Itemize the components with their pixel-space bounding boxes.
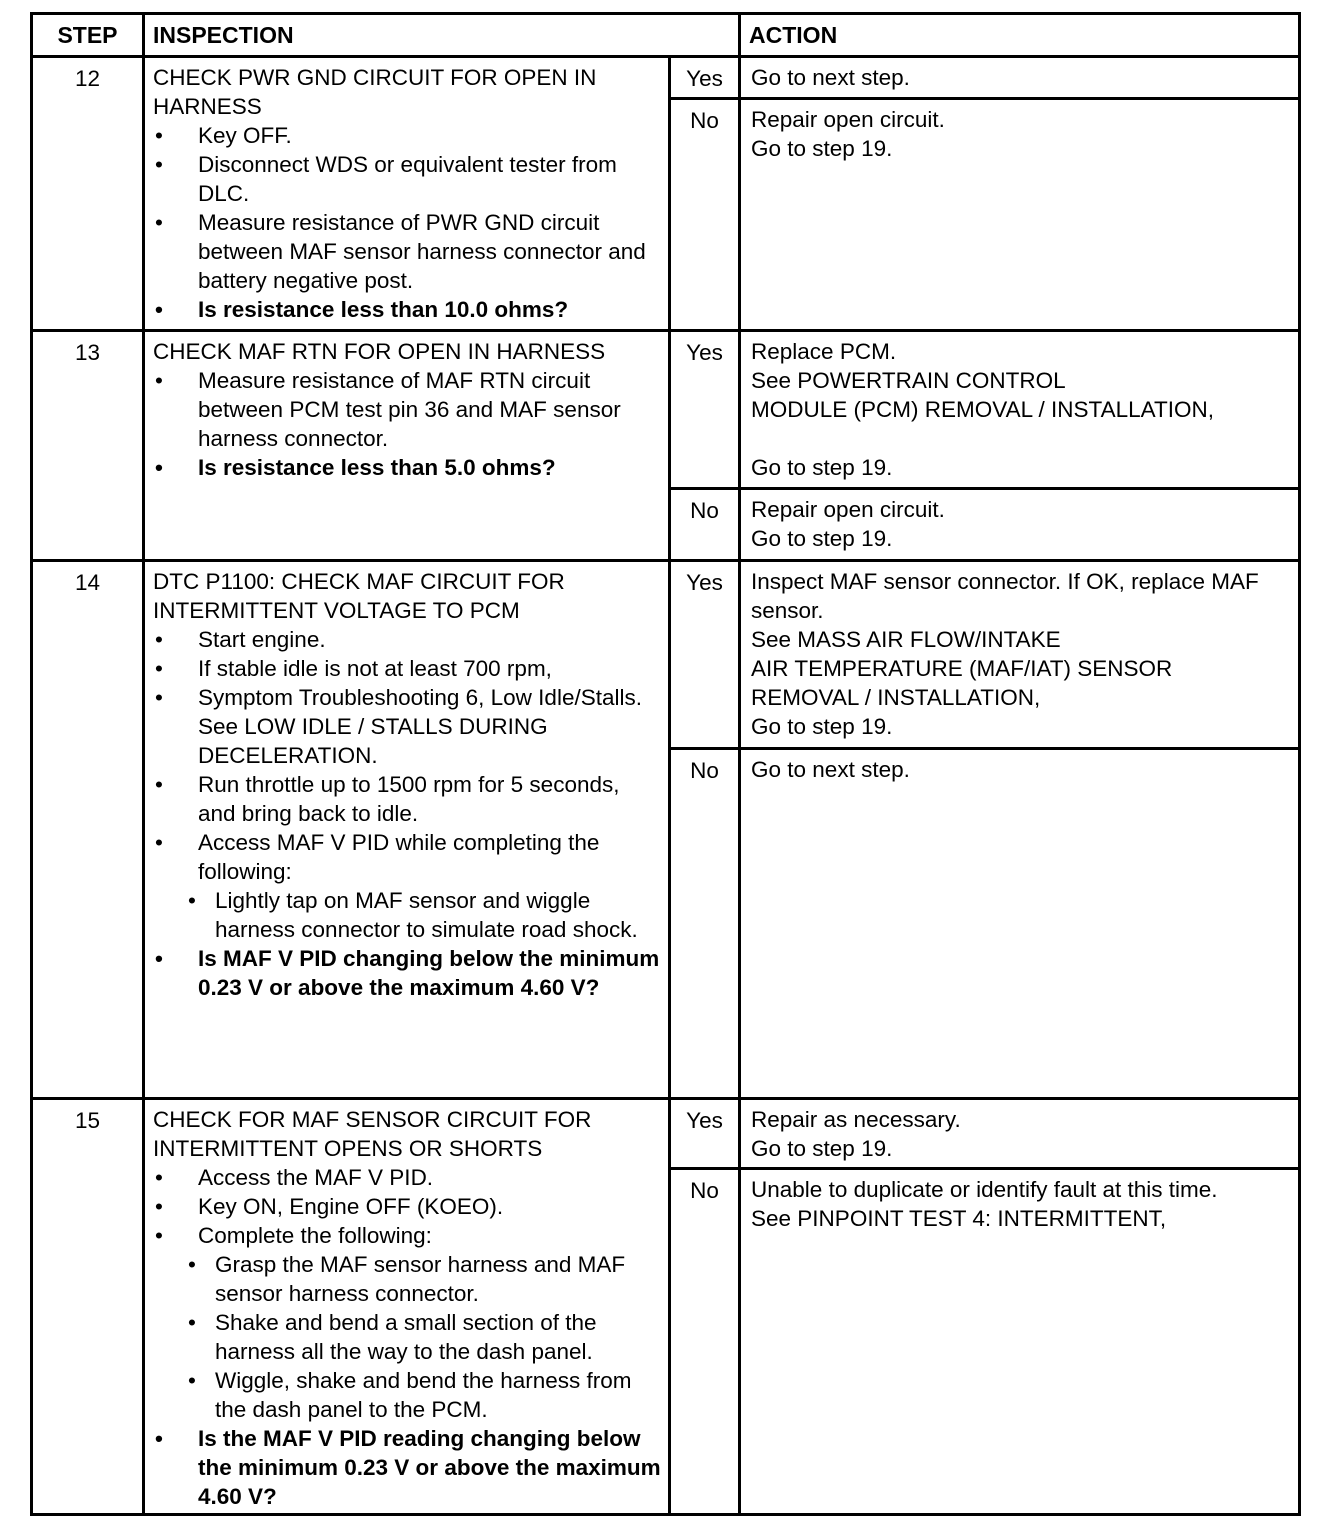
bullet-item: • Run throttle up to 1500 rpm for 5 seconds, and bring back to idle. — [153, 770, 662, 828]
sub-bullet-item: • Lightly tap on MAF sensor and wiggle harness connector to simulate road shock. — [184, 886, 662, 944]
action-line: See MASS AIR FLOW/INTAKE — [751, 627, 1061, 652]
inspection-bullets — [153, 1163, 662, 1511]
sub-bullets — [184, 1250, 662, 1424]
no-label: No — [670, 489, 740, 561]
header-inspection: INSPECTION — [144, 14, 740, 57]
inspection-question: • Is MAF V PID changing below the minimum 0.23 V or above the maximum 4.60 V? — [153, 944, 662, 1002]
inspection-question: • Is resistance less than 5.0 ohms? — [153, 453, 662, 482]
no-action — [740, 489, 1300, 561]
sub-bullets — [184, 886, 662, 944]
yes-action — [740, 331, 1300, 489]
no-label: No — [670, 749, 740, 1099]
bullet-text: Symptom Troubleshooting 6, Low Idle/Stalls. — [198, 685, 642, 710]
bullet-item: • Access the MAF V PID. — [153, 1163, 662, 1192]
bullet-item: • Measure resistance of PWR GND circuit between MAF sensor harness connector and battery negative post. — [153, 208, 662, 295]
action-line: Go to step 19. — [751, 714, 893, 739]
bullet-item — [153, 828, 662, 944]
step-15-inspection — [144, 1099, 670, 1515]
action-line: Repair as necessary. — [751, 1107, 961, 1132]
bullet-item: • Key ON, Engine OFF (KOEO). — [153, 1192, 662, 1221]
action-line: Unable to duplicate or identify fault at this time. — [751, 1177, 1218, 1202]
no-label: No — [670, 1169, 740, 1515]
action-line: Go to step 19. — [751, 526, 893, 551]
inspection-bullets — [153, 121, 662, 324]
bullet-text: Complete the following: — [198, 1223, 432, 1248]
bullet-item: • Measure resistance of MAF RTN circuit between PCM test pin 36 and MAF sensor harness connector. — [153, 366, 662, 453]
yes-action — [740, 1099, 1300, 1169]
header-step: STEP — [32, 14, 144, 57]
bullet-item: • If stable idle is not at least 700 rpm, — [153, 654, 662, 683]
yes-label: Yes — [670, 1099, 740, 1169]
no-action — [740, 1169, 1300, 1515]
action-line: Go to step 19. — [751, 136, 893, 161]
action-line: Repair open circuit. — [751, 107, 945, 132]
step-12-inspection — [144, 57, 670, 331]
action-line: See PINPOINT TEST 4: INTERMITTENT, — [751, 1206, 1167, 1231]
see-reference: See LOW IDLE / STALLS DURING DECELERATION. — [198, 714, 548, 768]
yes-action — [740, 561, 1300, 749]
action-line: Go to next step. — [751, 757, 910, 782]
bullet-item: • Start engine. — [153, 625, 662, 654]
action-line: Go to next step. — [751, 65, 910, 90]
sub-bullet-item: • Wiggle, shake and bend the harness from the dash panel to the PCM. — [184, 1366, 662, 1424]
inspection-title: CHECK MAF RTN FOR OPEN IN HARNESS — [153, 339, 606, 364]
step-15-yes-row — [32, 1099, 1300, 1169]
inspection-bullets — [153, 625, 662, 1002]
inspection-title: CHECK FOR MAF SENSOR CIRCUIT FOR INTERMITTENT OPENS OR SHORTS — [153, 1107, 592, 1161]
inspection-title: CHECK PWR GND CIRCUIT FOR OPEN IN HARNESS — [153, 65, 597, 119]
action-line: MODULE (PCM) REMOVAL / INSTALLATION, — [751, 397, 1214, 422]
inspection-bullets — [153, 366, 662, 482]
action-line: AIR TEMPERATURE (MAF/IAT) SENSOR — [751, 656, 1173, 681]
inspection-question: • Is the MAF V PID reading changing below the minimum 0.23 V or above the maximum 4.60 V? — [153, 1424, 662, 1511]
header-action: ACTION — [740, 14, 1300, 57]
step-number: 14 — [32, 561, 144, 1099]
action-line: Go to step 19. — [751, 1136, 893, 1161]
bullet-item: • Disconnect WDS or equivalent tester from DLC. — [153, 150, 662, 208]
step-number: 12 — [32, 57, 144, 331]
bullet-item — [153, 1221, 662, 1424]
step-14-yes-row — [32, 561, 1300, 749]
yes-label: Yes — [670, 57, 740, 99]
action-line: Inspect MAF sensor connector. If OK, replace MAF sensor. — [751, 569, 1259, 623]
action-line: Go to step 19. — [751, 455, 893, 480]
yes-label: Yes — [670, 331, 740, 489]
bullet-item: • Key OFF. — [153, 121, 662, 150]
no-label: No — [670, 99, 740, 331]
inspection-question: • Is resistance less than 10.0 ohms? — [153, 295, 662, 324]
step-14-inspection — [144, 561, 670, 1099]
action-line: Repair open circuit. — [751, 497, 945, 522]
bullet-item — [153, 683, 662, 770]
sub-bullet-item: • Shake and bend a small section of the harness all the way to the dash panel. — [184, 1308, 662, 1366]
header-row — [32, 14, 1300, 57]
action-line: See POWERTRAIN CONTROL — [751, 368, 1066, 393]
no-action — [740, 749, 1300, 1099]
yes-label: Yes — [670, 561, 740, 749]
bullet-text: Access MAF V PID while completing the following: — [198, 830, 600, 884]
step-12-yes-row — [32, 57, 1300, 99]
yes-action — [740, 57, 1300, 99]
step-13-inspection — [144, 331, 670, 561]
diagnostic-table — [30, 12, 1301, 1516]
inspection-title: DTC P1100: CHECK MAF CIRCUIT FOR INTERMITTENT VOLTAGE TO PCM — [153, 569, 565, 623]
no-action — [740, 99, 1300, 331]
step-number: 15 — [32, 1099, 144, 1515]
step-13-yes-row — [32, 331, 1300, 489]
action-line: REMOVAL / INSTALLATION, — [751, 685, 1041, 710]
step-number: 13 — [32, 331, 144, 561]
sub-bullet-item: • Grasp the MAF sensor harness and MAF sensor harness connector. — [184, 1250, 662, 1308]
action-line: Replace PCM. — [751, 339, 897, 364]
